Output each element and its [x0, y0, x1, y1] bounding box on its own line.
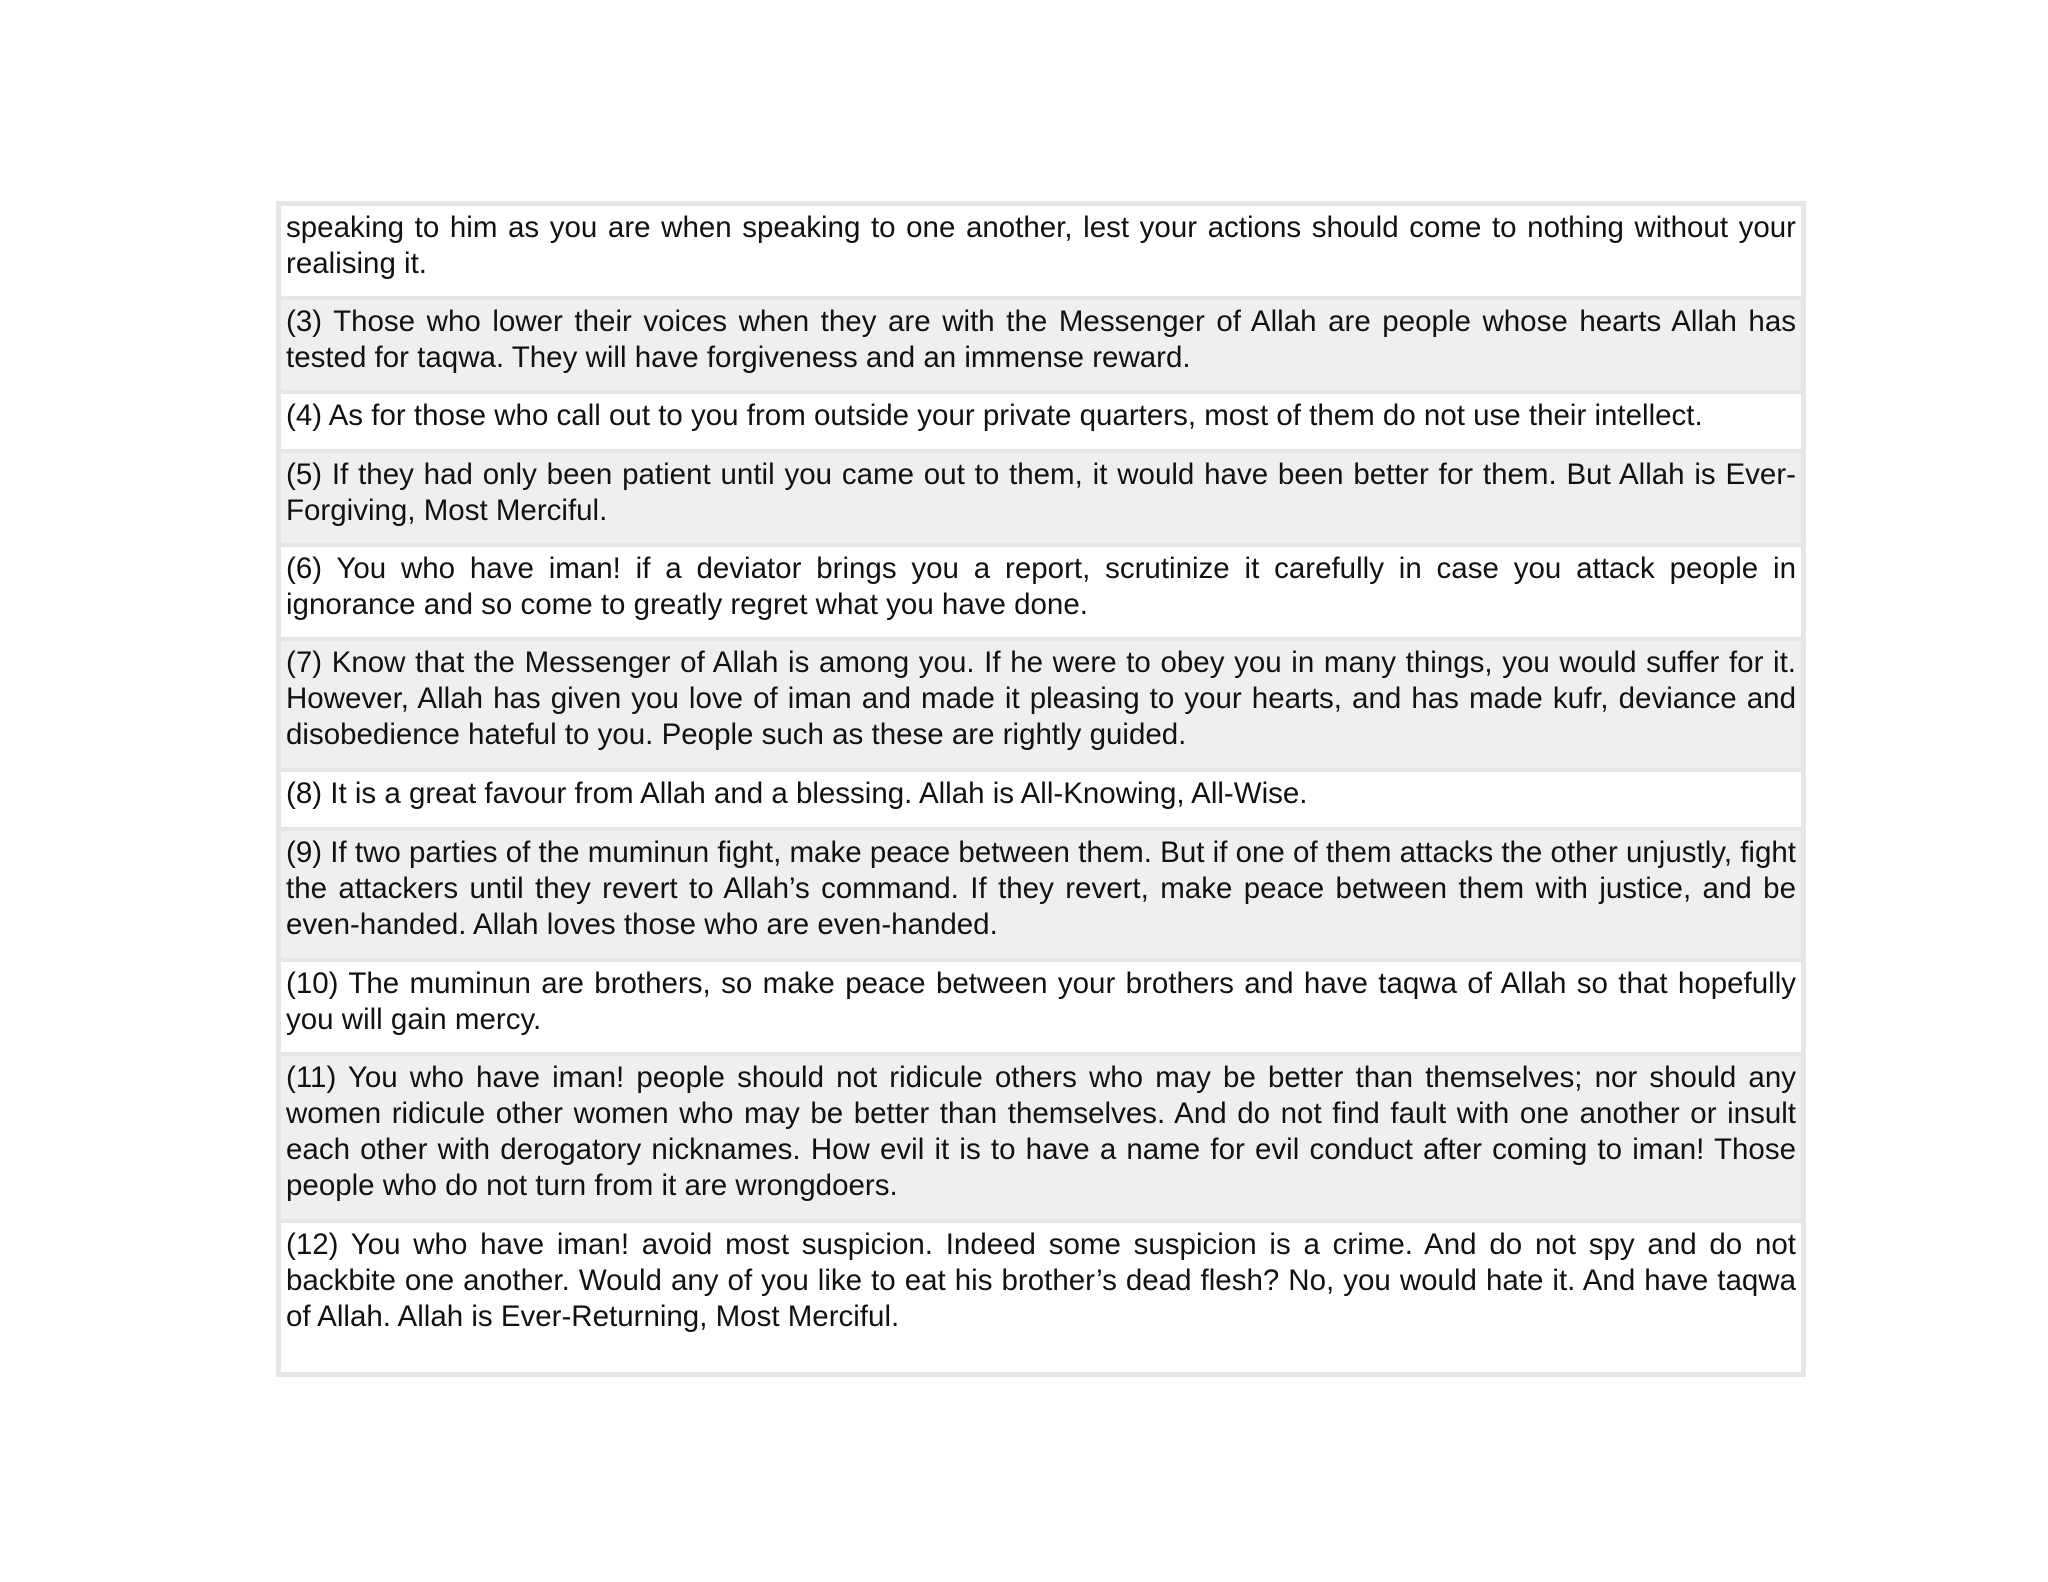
- verse-rows: [281, 206, 1801, 1372]
- verse-row-continuation: speaking to him as you are when speaking to one another, lest your actions should come to nothing without your realising it.: [281, 206, 1801, 296]
- verse-row-8: (8) It is a great favour from Allah and a blessing. Allah is All-Knowing, All-Wise.: [281, 772, 1801, 827]
- verse-row-5: (5) If they had only been patient until you came out to them, it would have been better for them. But Allah is Ever-Forgiving, Most Merciful.: [281, 453, 1801, 543]
- verse-row-6: (6) You who have iman! if a deviator brings you a report, scrutinize it carefully in case you attack people in ignorance and so come to greatly regret what you have done.: [281, 547, 1801, 637]
- verse-row-4: (4) As for those who call out to you from outside your private quarters, most of them do not use their intellect.: [281, 394, 1801, 449]
- verse-row-12: (12) You who have iman! avoid most suspicion. Indeed some suspicion is a crime. And do not spy and do not backbite one another. Would any of you like to eat his brother’s dead flesh? No, you would hate it. And have taqwa of Allah. Allah is Ever-Returning, Most Merciful.: [281, 1223, 1801, 1372]
- verse-row-7: (7) Know that the Messenger of Allah is among you. If he were to obey you in many things, you would suffer for it. However, Allah has given you love of iman and made it pleasing to your hearts, and has made kufr, deviance and disobedience hateful to you. People such as these are rightly guided.: [281, 641, 1801, 768]
- verse-row-3: (3) Those who lower their voices when they are with the Messenger of Allah are people whose hearts Allah has tested for taqwa. They will have forgiveness and an immense reward.: [281, 300, 1801, 390]
- verse-row-10: (10) The muminun are brothers, so make peace between your brothers and have taqwa of Allah so that hopefully you will gain mercy.: [281, 962, 1801, 1052]
- verse-row-11: (11) You who have iman! people should not ridicule others who may be better than themselves; nor should any women ridicule other women who may be better than themselves. And do not find fault with one another or insult each other with derogatory nicknames. How evil it is to have a name for evil conduct after coming to iman! Those people who do not turn from it are wrongdoers.: [281, 1056, 1801, 1219]
- verse-table: [276, 201, 1806, 1377]
- verse-row-9: (9) If two parties of the muminun fight, make peace between them. But if one of them attacks the other unjustly, fight the attackers until they revert to Allah’s command. If they revert, make peace between them with justice, and be even-handed. Allah loves those who are even-handed.: [281, 831, 1801, 958]
